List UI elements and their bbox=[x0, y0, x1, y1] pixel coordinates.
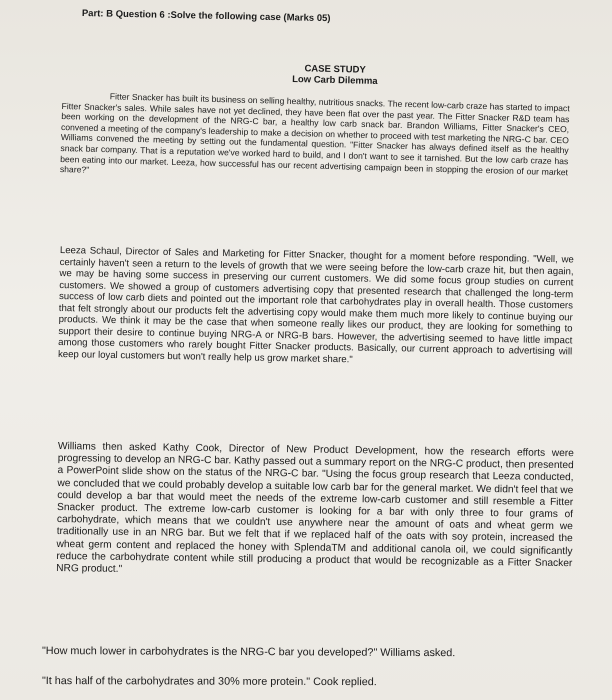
paragraph-williams-question: "How much lower in carbohydrates is the NRG-C bar you developed?" Williams asked. bbox=[41, 645, 456, 660]
case-study-subtitle: Low Carb Dilemma bbox=[291, 74, 378, 87]
paragraph-intro: Fitter Snacker has built its business on selling healthy, nutritious snacks. The recent low-carb craze has started to impact Fitter Snacker's sales. While sales have not yet declined, they have been flat over the past year. The Fitter Snacker R&D team has been working on the development of the NRG-C bar, a healthy low carb snack bar. Brandon Williams, Fitter Snacker's CEO, convened a meeting of the company's leadership to make a decision on whether to proceed with test marketing the NRG-C bar. CEO Williams convened the meeting by setting out the fundamental question. "Fitter Snacker has always defined itself as the healthy snack bar company. That is a reputation we've worked hard to build, and I don't want to see it tarnished. But the low carb craze has been eating into our market. Leeza, how successful has our recent advertising campaign been in stopping the erosion of our market share?" bbox=[59, 91, 570, 177]
question-heading: Part: B Question 6 :Solve the following case (Marks 05) bbox=[81, 8, 331, 25]
paragraph-cook-reply: "It has half of the carbohydrates and 30% more protein." Cook replied. bbox=[41, 675, 377, 689]
paragraph-leeza-response: Leeza Schaul, Director of Sales and Marketing for Fitter Snacker, thought for a moment before responding. "Well, we certainly haven't seen a return to the levels of growth that we were seeing before the low-carb craze hit, but then again, we may be having some success in preserving our current customers. We did some focus group studies on current customers. We showed a group of customers advertising copy that presented research that challenged the long-term success of low carb diets and pointed out the important role that carbohydrates play in overall health. Those customers that felt strongly about our products felt the advertising copy would make them much more likely to continue buying our products. We think it may be the case that when someone really likes our product, they are looking for something to support their desire to continue buying NRG-A or NRG-B bars. However, the advertising seemed to have little impact among those customers who rarely bought Fitter Snacker products. Basically, our current approach to advertising will keep our loyal customers but won't really help us grow market share." bbox=[57, 245, 574, 365]
case-study-title-block bbox=[250, 62, 420, 88]
case-study-title: CASE STUDY bbox=[304, 63, 366, 76]
paragraph-kathy-report: Williams then asked Kathy Cook, Director of New Product Development, how the research efforts were progressing to develop an NRG-C bar. Kathy passed out a summary report on the NRG-C product, then presented a PowerPoint slide show on the status of the NRG-C bar. "Using the focus group research that Leeza conducted, we concluded that we could probably develop a suitable low carb bar for the general market. We didn't feel that we could develop a bar that would meet the needs of the extreme low-carb customer and still resemble a Fitter Snacker product. The extreme low-carb customer is looking for a bar with only three to four grams of carbohydrate, which means that we couldn't use anywhere near the amount of oats and wheat germ we traditionally use in an NRG bar. But we felt that if we replaced half of the oats with soy protein, increased the wheat germ content and replaced the honey with SplendaTM and additional canola oil, we could significantly reduce the carbohydrate content while still producing a product that would be recognizable as a Fitter Snacker NRG product." bbox=[56, 441, 574, 575]
